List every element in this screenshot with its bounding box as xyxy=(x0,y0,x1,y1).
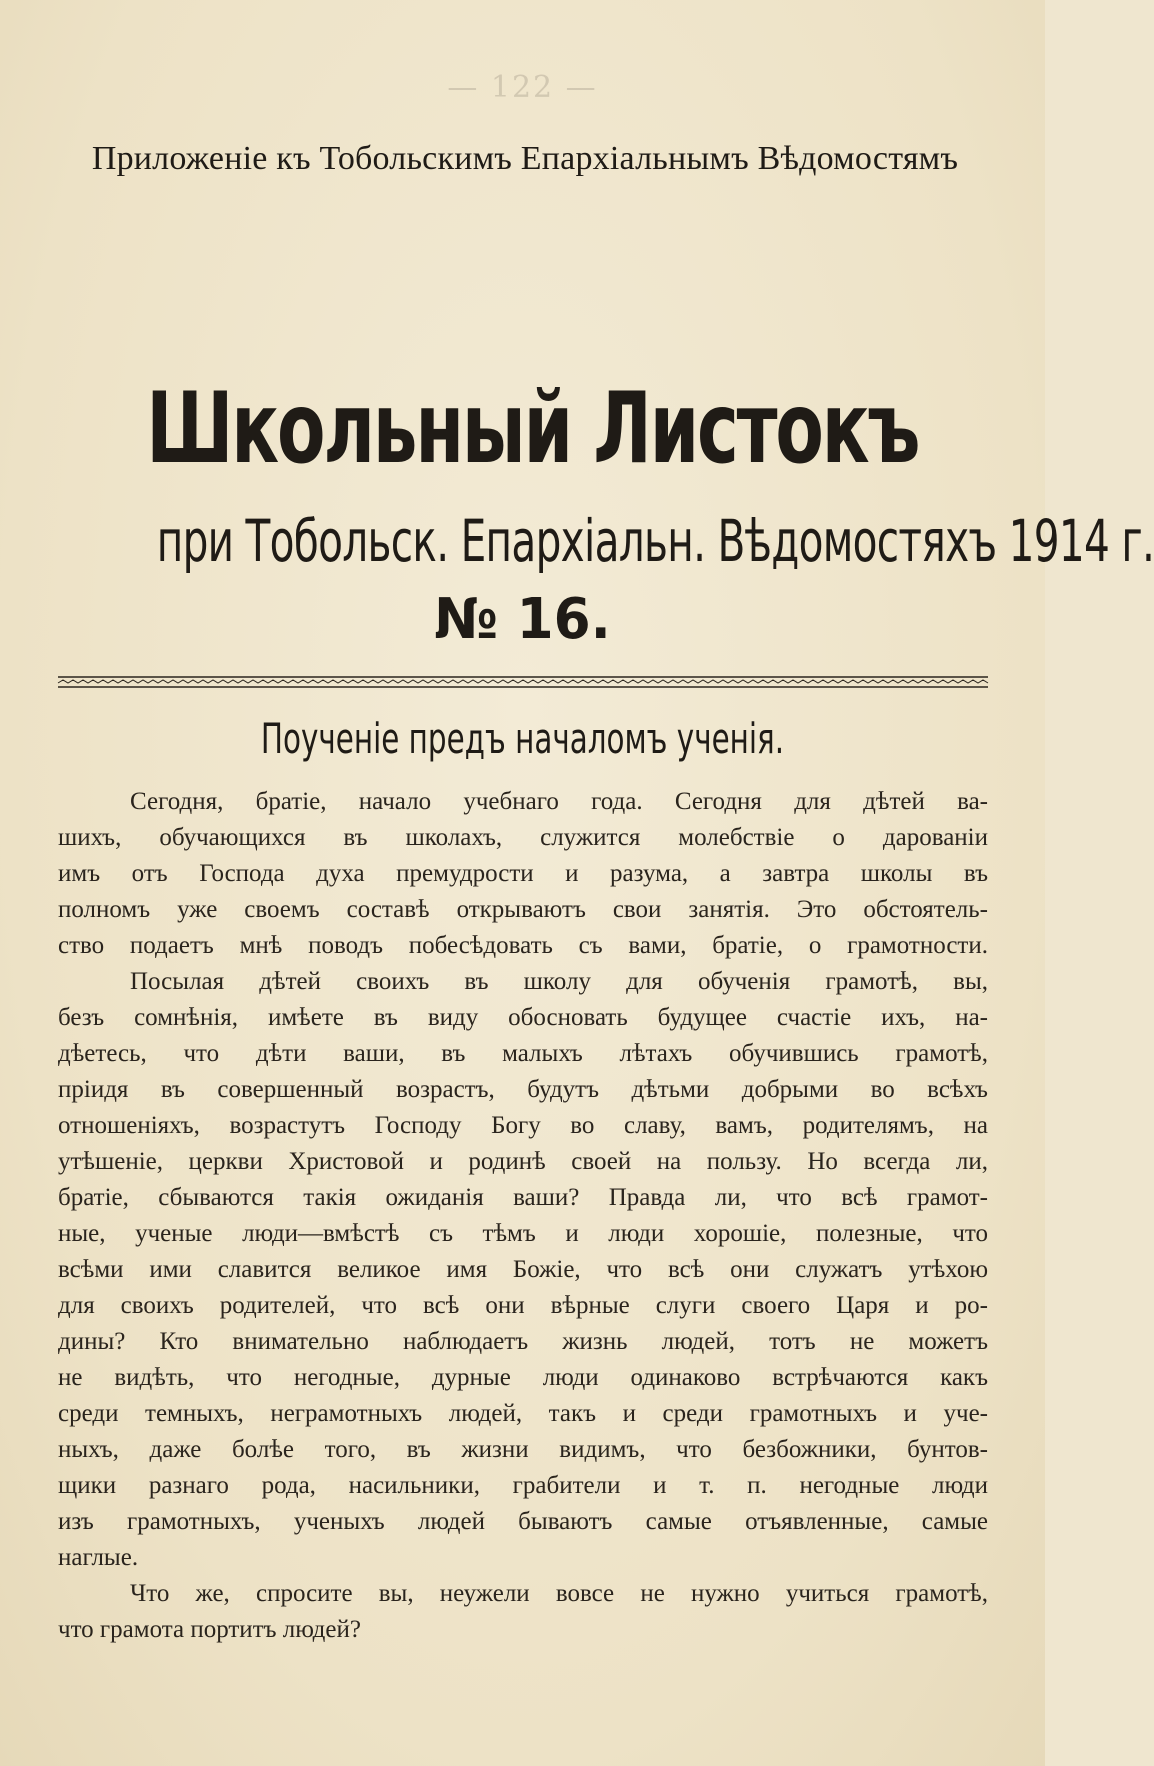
text-line: не видѣть, что негодные, дурные люди одинаково встрѣчаются какъ xyxy=(58,1364,988,1391)
text-line: Сегодня, братіе, начало учебнаго года. Сегодня для дѣтей ва- xyxy=(130,788,988,815)
text-line: Посылая дѣтей своихъ въ школу для обученія грамотѣ, вы, xyxy=(130,968,988,995)
text-line: дѣетесь, что дѣти ваши, въ малыхъ лѣтахъ обучившись грамотѣ, xyxy=(58,1040,988,1067)
page-number: — 122 — xyxy=(447,70,598,105)
decorative-rule xyxy=(58,675,988,689)
issue-number: № 16. xyxy=(434,587,611,652)
text-line: ныхъ, даже болѣе того, въ жизни видимъ, что безбожники, бунтов- xyxy=(58,1436,988,1463)
text-line: ные, ученые люди—вмѣстѣ съ тѣмъ и люди хорошіе, полезные, что xyxy=(58,1220,988,1247)
text-line: полномъ уже своемъ составѣ открываютъ свои занятія. Это обстоятель- xyxy=(58,896,988,923)
text-line: изъ грамотныхъ, ученыхъ людей бываютъ самые отъявленные, самые xyxy=(58,1508,988,1535)
text-line: среди темныхъ, неграмотныхъ людей, такъ и среди грамотныхъ и уче- xyxy=(58,1400,988,1427)
text-line: братіе, сбываются такія ожиданія ваши? Правда ли, что всѣ грамот- xyxy=(58,1184,988,1211)
body-text xyxy=(58,784,988,1648)
text-line: безъ сомнѣнія, имѣете въ виду обосновать будущее счастіе ихъ, на- xyxy=(58,1004,988,1031)
text-line: щики разнаго рода, насильники, грабители и т. п. негодные люди xyxy=(58,1472,988,1499)
text-line: дины? Кто внимательно наблюдаетъ жизнь людей, тотъ не можетъ xyxy=(58,1328,988,1355)
text-line: для своихъ родителей, что всѣ они вѣрные слуги своего Царя и ро- xyxy=(58,1292,988,1319)
main-title: Школьный Листокъ xyxy=(146,372,919,486)
subtitle: при Тобольск. Епархіальн. Вѣдомостяхъ 1914 г. xyxy=(156,507,1154,575)
text-line: отношеніяхъ, возрастутъ Господу Богу во славу, вамъ, родителямъ, на xyxy=(58,1112,988,1139)
text-line: имъ отъ Господа духа премудрости и разума, а завтра школы въ xyxy=(58,860,988,887)
text-line: всѣми ими славится великое имя Божіе, что всѣ они служатъ утѣхою xyxy=(58,1256,988,1283)
supplement-line: Приложеніе къ Тобольскимъ Епархіальнымъ Вѣдомостямъ xyxy=(91,140,959,177)
text-line: что грамота портитъ людей? xyxy=(58,1616,361,1643)
text-line: утѣшеніе, церкви Христовой и родинѣ своей на пользу. Но всегда ли, xyxy=(58,1148,988,1175)
section-heading: Поученіе предъ началомъ ученія. xyxy=(260,714,785,763)
text-line: шихъ, обучающихся въ школахъ, служится молебствіе о дарованіи xyxy=(58,824,988,851)
text-line: пріидя въ совершенный возрастъ, будутъ дѣтьми добрыми во всѣхъ xyxy=(58,1076,988,1103)
text-line: наглые. xyxy=(58,1544,139,1571)
text-line: ство подаетъ мнѣ поводъ побесѣдовать съ вами, братіе, о грамотности. xyxy=(58,932,988,959)
text-line: Что же, спросите вы, неужели вовсе не нужно учиться грамотѣ, xyxy=(130,1580,988,1607)
